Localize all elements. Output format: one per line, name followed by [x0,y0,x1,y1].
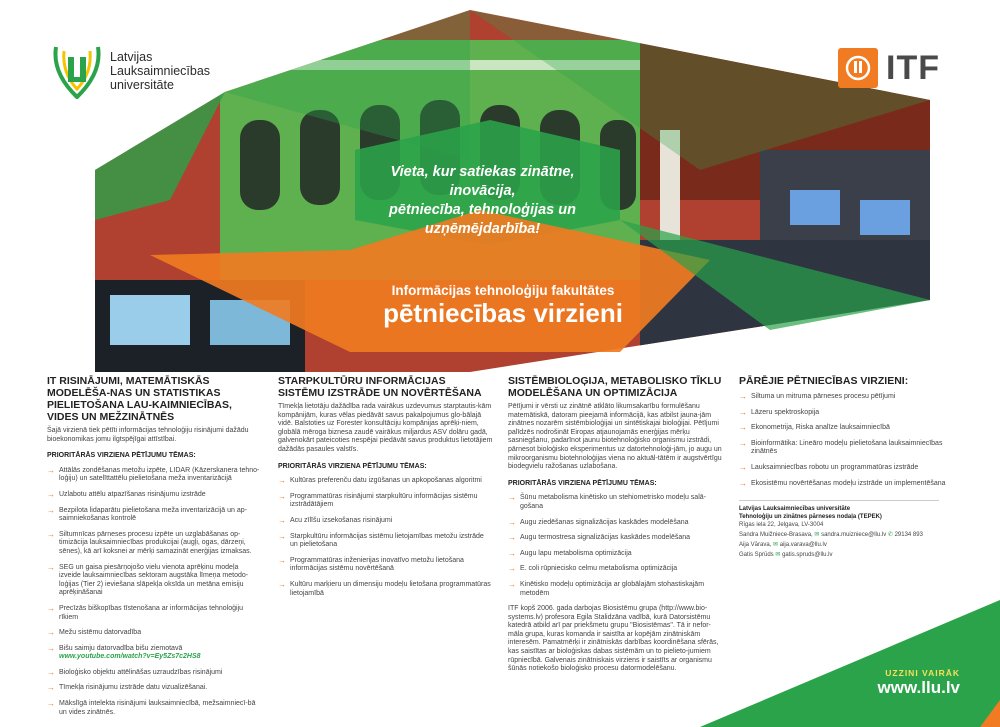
email-link[interactable]: sandra.muizniece@llu.lv [821,532,887,538]
list-item: → Šūnu metabolisma kinētisko un stehiometrisko modeļu salā-gošana [508,494,723,511]
phone-icon: ✆ [887,532,893,538]
contact-person-1: Sandra Muižniece-Brasava, ✉ sandra.muizniece@llu.lv ✆ 29134 893 [739,532,923,538]
list-item: → Acu zīlīšu izsekošanas risinājumi [278,517,493,526]
list-item: → Precīzās biškopības tīstenošana ar informācijas tehnoloģiju rīkiem [47,605,262,622]
list-item: → Kultūras preferenču datu izgūšanas un apkopošanas algoritmi [278,477,493,486]
list-item: → Attālās zondēšanas metožu izpēte, LIDAR (Kāzerskanera tehno-loģiju) un satelīttattēlu pielietošana meža inventarizācijā [47,467,262,484]
column-1-heading: IT RISINĀJUMI, MATEMĀTISKĀS MODELĒŠA-NAS UN STATISTIKAS PIELIETOŠANA LAU-KAIMNIECĪBAS, VIDES UN MEŽZINĀTNĒS [47,375,232,423]
email-link[interactable]: gatis.spruds@llu.lv [782,552,833,558]
university-name-line-2: Lauksaimniecības [110,64,211,78]
list-item: → Bišu saimju datorvadība bišu ziemotavā www.youtube.com/watch?v=Ey5Zs7c2HS8 [47,645,262,662]
list-item: → Programmatūras inženierijas inovatīvo metožu lietošana informācijas sistēmu novērtēšanā [278,557,493,574]
column-3-subheading: PRIORITĀRĀS VIRZIENA PĒTĪJUMU TĒMAS: [508,479,657,487]
list-item: → Siltumnīcas pārneses procesu izpēte un uzglabāšanas op-timizācija lauksaimniecības produkcijai (augļi, ogas, dārzeņi, sēnes), kā arī koksnei ar mērķi samazināt enerģijas izmaksas. [47,531,262,557]
list-item: → Kultūru marķieru un dimensiju modeļu lietošana programmatūras lietojamībā [278,581,493,598]
list-item: → Kinētisko modeļu optimizācija ar globālajām stohastiskajām metodēm [508,581,723,598]
university-name-line-1: Latvijas [110,50,153,64]
list-item: → Bioloģisko objektu attēlināšas uzraudzības risinājumi [47,669,262,678]
list-item: → Augu ziedēšanas signalizācijas kaskādes modelēšana [508,519,723,528]
list-item: → Mākslīgā intelekta risinājumi lauksaimniecībā, mežsaimniecī-bā un vides zinātnēs. [47,700,262,717]
email-icon: ✉ [814,532,820,538]
contact-org-1: Latvijas Lauksaimniecības universitāte [739,506,851,512]
tagline-line-1: Vieta, kur satiekas zinātne, inovācija, [390,164,575,199]
list-item: → Augu lapu metabolisma optimizācija [508,550,723,559]
call-to-action [860,668,960,698]
tagline-line-3: uzņēmējdarbība! [424,221,541,237]
contact-address: Rīgas iela 22, Jelgava, LV-3004 [739,522,824,528]
university-name-line-3: universitāte [110,78,174,92]
list-item: → Lauksaimniecības robotu un programmatūras izstrāde [739,464,954,473]
website-link[interactable]: www.llu.lv [877,678,960,697]
column-3-closing: ITF kopš 2006. gada darbojas Biosistēmu grupa (http://www.bio-systems.lv) profesora Egila Stalidzāna vadībā, kurā Datorsistēmu katedrā atbild arī par priekšmetu grupu "Biosistēmas". Tā ir nefor-māla grupa, kuras komanda ir saistīta ar kopējām zinātniskām interesēm. Pamatmērķi ir zinātniskās darbības koordinēšana sfērās, kas saistītas ar bioloģiskas dabas sistēmām un to pielieto-jumiem rūpniecībā. Galvenais zinātniskais virziens ir saistīts ar organismu šūnās notiekošo bioloģisko procesu datormodelēšanu. [508,605,719,673]
list-item: → Ekosistēmu novērtēšanas modeļu izstrāde un implementēšana [739,480,954,489]
learn-more-label: UZZINI VAIRĀK [885,668,960,678]
list-item: → Starpkultūru informācijas sistēmu lietojamības metožu izstrāde un pielietošana [278,533,493,550]
list-item: → Programmatūras risinājumi starpkultūru informācijas sistēmu izstrādātājiem [278,493,493,510]
column-2-intro: Tīmekļa lietotāju dažādība rada vairākus uzdevumus starptautis-kām kompānijām, kuras vēlas piedāvāt savus pakalpojumus glo-bālajā vidē. Balstoties uz Forester konsultāciju kompānijas aprēķi-niem, globālā mēroga biznesa zaudē vairākus miljardus ASV dolāru gadā, galvenokārt pateicoties nespējai piedāvāt savus produktus lietotājiem dažādās pasaules valstīs. [278,403,493,453]
column-2-subheading: PRIORITĀRĀS VIRZIENA PĒTĪJUMU TĒMAS: [278,462,427,470]
list-item: → Lāzeru spektroskopija [739,409,954,418]
itf-wordmark: ITF [886,48,940,87]
column-3-heading: SISTĒMBIOLOĢIJA, METABOLISKO TĪKLU MODELĒŠANA UN OPTIMIZĀCIJA [508,375,722,399]
phone-number: 29134 893 [894,532,923,538]
faculty-title-small: Informācijas tehnoloģiju fakultātes [391,283,615,298]
list-item: → Bioinformātika: Lineāro modeļu pielietošana lauksaimniecības zinātnēs [739,440,954,457]
youtube-link[interactable]: www.youtube.com/watch?v=Ey5Zs7c2HS8 [59,653,201,661]
column-1-intro: Šajā virzienā tiek pētīti informācijas tehnoloģiju risinājumi dažādu bioekonomikas jomu ilgtspējīgai attīstībai. [47,427,249,443]
list-item: → Augu termostresa signalizācijas kaskādes modelēšana [508,534,723,543]
list-item: → SEG un gaisa piesārņojošo vielu vienota aprēķinu modeļa izveide lauksaimniecības sektoram augstāka līmeņa metodo-loģijas (Tier 2) ieviešana slāpekļa oksīda un metāna emisiju aprēķināšanai [47,564,262,598]
list-item: → Ekonometrija, Riska analīze lauksaimniecībā [739,424,954,433]
contact-person-2: Aija Vārava, ✉ aija.varava@llu.lv [739,542,827,548]
list-item: → Mežu sistēmu datorvadība [47,629,262,638]
list-item: → E. coli rūpnieciskо celmu metabolisma optimizācija [508,565,723,574]
contact-person-3: Gatis Sprūds ✉ gatis.spruds@llu.lv [739,552,833,558]
email-link[interactable]: aija.varava@llu.lv [779,542,827,548]
contact-org-2: Tehnoloģiju un zinātnes pārneses nodaļa (TEPEK) [739,514,882,520]
column-4-heading: PĀRĒJIE PĒTNIECĪBAS VIRZIENI: [739,375,909,387]
list-item: → Bezpilota lidaparātu pielietošana meža inventarizācijā un ap-saimniekošanas kontrolē [47,507,262,524]
email-icon: ✉ [775,552,781,558]
column-2-heading: STARPKULTŪRU INFORMĀCIJAS SISTĒMU IZSTRĀDE UN NOVĒRTĒŠANA [278,375,482,399]
list-item: → Uzlabotu attēlu atpazīšanas risinājumu izstrāde [47,491,262,500]
email-icon: ✉ [773,542,779,548]
column-3-intro: Pētījumi ir vērsti uz zinātnē atklāto likumsakarību formulēšanu matemātiskā, datoram pieejamā informācijā, kas atbilst jauna-jām zinātnes nozarēm sistēmbioloģijai un sintētiskajai bioloģijai. Pētījumi palīdzēs nodrošināt Eiropas atjaunojamās enerģijas mērķu sasniegšanu, padarīnot jaunu biotehnoloģisko organismu izstrādi, pārnesot bioloģisko eksperimentus uz datortehnoloģi-jām, jo augu un mikroorganismu biotehnoloģijas viena no aktuāl-tātēm ir augstvērtīgu biodegvielu ražošanas uzlabošana. [508,403,722,471]
column-1-subheading: PRIORITĀRĀS VIRZIENA PĒTĪJUMU TĒMAS: [47,452,196,460]
list-item: → Siltuma un mitruma pārneses procesu pētījumi [739,393,954,402]
list-item: → Tīmekļa risinājumu izstrāde datu vizualizēšanai. [47,684,262,693]
faculty-title-big: pētniecības virzieni [383,298,623,328]
tagline-line-2: pētniecība, tehnoloģijas un [389,202,576,218]
